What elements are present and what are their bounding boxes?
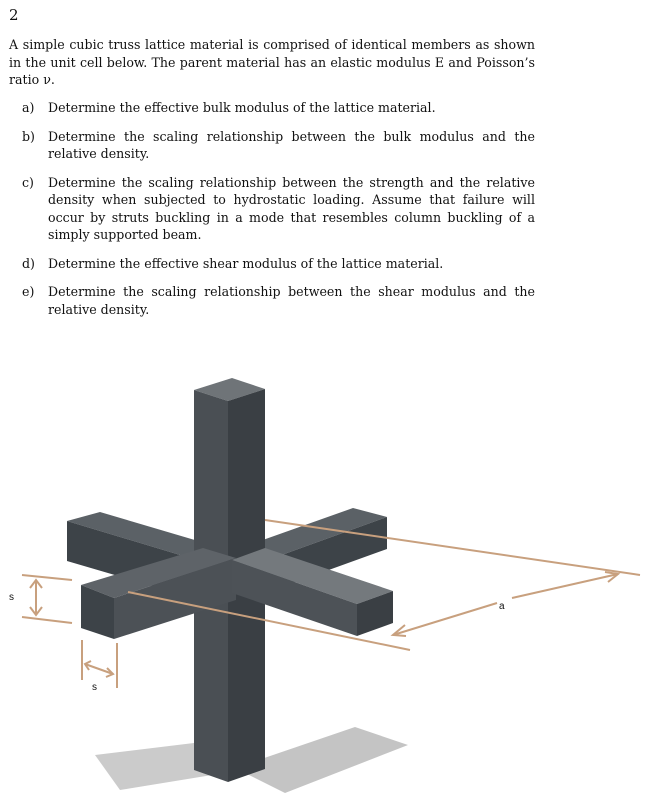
- part-text: Determine the scaling relationship between the strength and the relative density when subjected to hydrostatic loading. Assume that failure will occur by struts buckling in a mode that resembles column buckling of a simply supported beam.: [48, 174, 535, 242]
- part-item: [22, 128, 535, 163]
- label-a: a: [499, 601, 505, 612]
- lattice-strut-assembly: [67, 378, 393, 782]
- part-item: [22, 283, 535, 318]
- part-text: Determine the effective shear modulus of the lattice material.: [48, 255, 444, 271]
- a-arrowhead-left: [393, 625, 406, 636]
- s-vertical-top-tick: [22, 575, 72, 580]
- question-number: 2: [9, 6, 19, 24]
- part-item: [22, 99, 535, 117]
- part-text: Determine the scaling relationship between the bulk modulus and the relative density.: [48, 128, 535, 161]
- part-text: Determine the scaling relationship between the shear modulus and the relative density.: [48, 284, 535, 317]
- unit-cell-figure: [0, 350, 646, 808]
- part-label: a): [22, 100, 35, 115]
- label-s-vertical: s: [9, 592, 14, 603]
- part-text: Determine the effective bulk modulus of the lattice material.: [48, 100, 436, 115]
- a-dimension-right-leader: [512, 574, 618, 598]
- part-label: e): [22, 284, 35, 299]
- a-dimension-left-leader: [393, 603, 497, 635]
- part-label: d): [22, 255, 35, 271]
- part-label: c): [22, 174, 34, 190]
- question-parts: [22, 99, 535, 329]
- part-label: b): [22, 128, 35, 144]
- question-intro: A simple cubic truss lattice material is comprised of identical members as shown in the unit cell below. The parent material has an elastic modulus E and Poisson’s ratio ν.: [9, 37, 535, 87]
- part-item: [22, 174, 535, 244]
- label-s-horizontal: s: [92, 682, 97, 693]
- s-vertical-bottom-tick: [22, 617, 72, 623]
- part-item: [22, 255, 535, 273]
